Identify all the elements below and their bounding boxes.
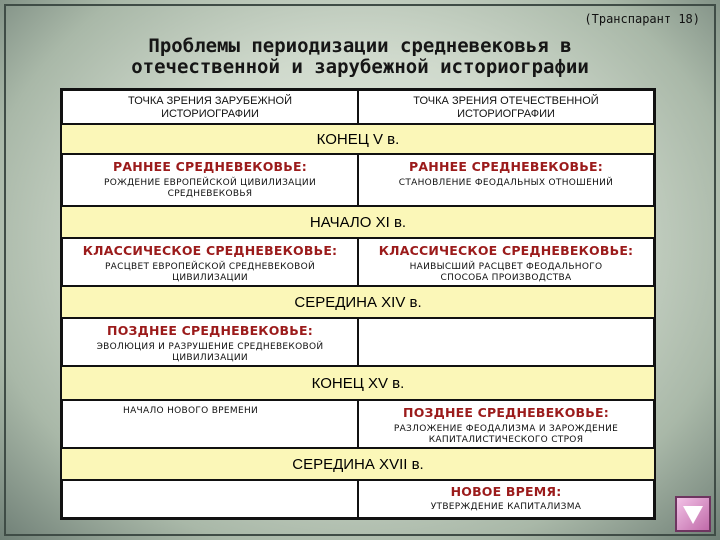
period-desc: ЭВОЛЮЦИЯ И РАЗРУШЕНИЕ СРЕДНЕВЕКОВОЙ ЦИВИЛИЗАЦИИ (96, 342, 324, 363)
periodization-table (60, 88, 656, 520)
band-mid-xvii: СЕРЕДИНА XVII в. (62, 448, 654, 480)
period-desc: РОЖДЕНИЕ ЕВРОПЕЙСКОЙ ЦИВИЛИЗАЦИИ СРЕДНЕВЕКОВЬЯ (104, 178, 316, 199)
band-start-xi: НАЧАЛО XI в. (62, 206, 654, 238)
cell-foreign (62, 400, 358, 448)
period-desc: СТАНОВЛЕНИЕ ФЕОДАЛЬНЫХ ОТНОШЕНИЙ (398, 178, 614, 188)
table-row (62, 318, 654, 366)
period-label: РАННЕЕ СРЕДНЕВЕКОВЬЕ: (409, 159, 603, 174)
title-line-2: отечественной и зарубежной историографии (131, 56, 589, 78)
table-row (62, 480, 654, 518)
cell-domestic (358, 480, 654, 518)
header-domestic: ТОЧКА ЗРЕНИЯ ОТЕЧЕСТВЕННОЙ ИСТОРИОГРАФИИ (358, 90, 654, 124)
cell-domestic (358, 154, 654, 206)
band-mid-xiv: СЕРЕДИНА XIV в. (62, 286, 654, 318)
next-slide-button[interactable] (675, 496, 711, 532)
cell-domestic (358, 400, 654, 448)
cell-foreign (62, 318, 358, 366)
period-desc: НАИВЫСШИЙ РАСЦВЕТ ФЕОДАЛЬНОГО СПОСОБА ПРОИЗВОДСТВА (409, 262, 603, 283)
period-desc: НАЧАЛО НОВОГО ВРЕМЕНИ (123, 406, 259, 416)
down-arrow-icon (683, 506, 703, 524)
band-end-xv: КОНЕЦ XV в. (62, 366, 654, 400)
cell-foreign (62, 154, 358, 206)
header-row (62, 90, 654, 124)
page-title (60, 36, 660, 78)
period-desc: РАСЦВЕТ ЕВРОПЕЙСКОЙ СРЕДНЕВЕКОВОЙ ЦИВИЛИЗАЦИИ (104, 262, 316, 283)
period-desc: РАЗЛОЖЕНИЕ ФЕОДАЛИЗМА И ЗАРОЖДЕНИЕ КАПИТАЛИСТИЧЕСКОГО СТРОЯ (393, 424, 619, 445)
table-row (62, 238, 654, 286)
cell-domestic (358, 238, 654, 286)
period-label: НОВОЕ ВРЕМЯ: (450, 484, 562, 499)
cell-domestic-empty (358, 318, 654, 366)
band-end-v: КОНЕЦ V в. (62, 124, 654, 154)
period-desc: УТВЕРЖДЕНИЕ КАПИТАЛИЗМА (430, 502, 582, 512)
title-line-1: Проблемы периодизации средневековья в (148, 35, 572, 57)
period-label: КЛАССИЧЕСКОЕ СРЕДНЕВЕКОВЬЕ: (82, 243, 338, 258)
period-label: КЛАССИЧЕСКОЕ СРЕДНЕВЕКОВЬЕ: (378, 243, 634, 258)
header-foreign: ТОЧКА ЗРЕНИЯ ЗАРУБЕЖНОЙ ИСТОРИОГРАФИИ (62, 90, 358, 124)
table-row (62, 154, 654, 206)
cell-foreign-empty (62, 480, 358, 518)
table-row (62, 400, 654, 448)
period-label: ПОЗДНЕЕ СРЕДНЕВЕКОВЬЕ: (403, 405, 609, 420)
period-label: РАННЕЕ СРЕДНЕВЕКОВЬЕ: (113, 159, 307, 174)
period-label: ПОЗДНЕЕ СРЕДНЕВЕКОВЬЕ: (107, 323, 313, 338)
cell-foreign (62, 238, 358, 286)
transparency-label: (Транспарант 18) (584, 12, 700, 26)
